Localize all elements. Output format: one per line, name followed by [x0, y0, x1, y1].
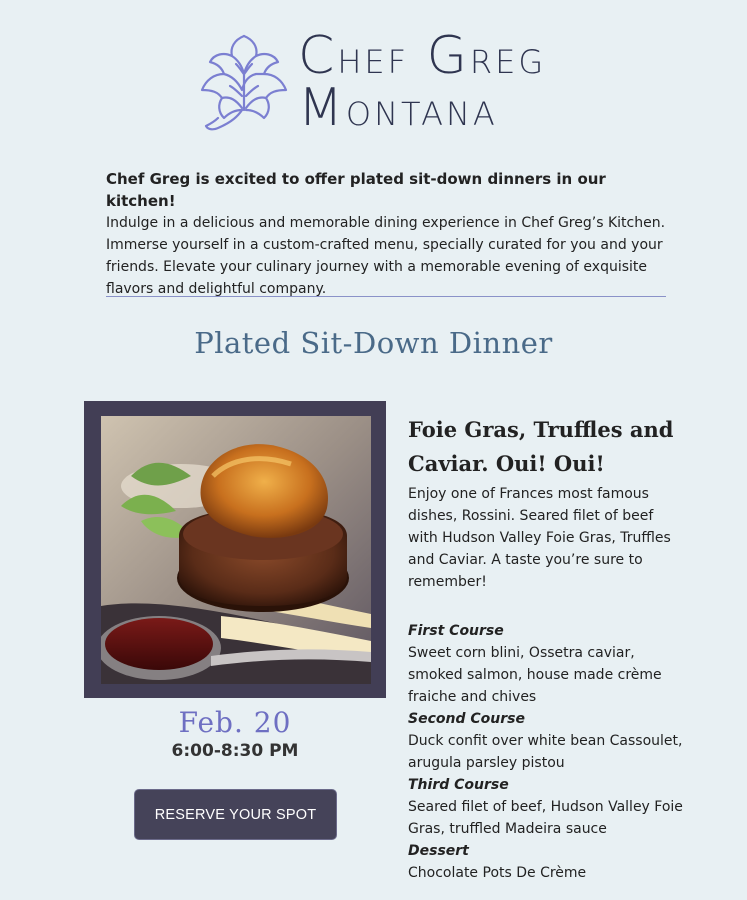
course-items: Seared filet of beef, Hudson Valley Foie Gras, truffled Madeira sauce	[408, 799, 683, 837]
dish-title: Foie Gras, Truffles and Caviar. Oui! Oui!	[408, 417, 674, 476]
event-time: 6:00-8:30 PM	[171, 741, 299, 761]
menu-column	[408, 413, 683, 884]
course-items: Duck confit over white bean Cassoulet, arugula parsley pistou	[408, 733, 683, 771]
course-items: Sweet corn blini, Ossetra caviar, smoked salmon, house made crème fraiche and chives	[408, 645, 662, 705]
brand-wordmark	[298, 26, 547, 138]
artichoke-icon	[196, 30, 292, 132]
course-name: First Course	[408, 623, 504, 639]
reserve-button[interactable]: RESERVE YOUR SPOT	[134, 789, 337, 840]
course-second	[408, 708, 683, 774]
intro-lead: Chef Greg is excited to offer plated sit-down dinners in our kitchen!	[106, 170, 606, 210]
course-items: Chocolate Pots De Crème	[408, 865, 587, 881]
course-third	[408, 774, 683, 840]
dish-photo-frame	[84, 401, 386, 698]
dish-description: Enjoy one of Frances most famous dishes, Rossini. Seared filet of beef with Hudson Valley Foie Gras, Truffles and Caviar. A taste you’re sure to remember!	[408, 486, 671, 590]
course-list	[408, 620, 683, 884]
intro-text	[106, 168, 666, 300]
course-name: Third Course	[408, 777, 509, 793]
course-name: Dessert	[408, 843, 469, 859]
intro-body: Indulge in a delicious and memorable dining experience in Chef Greg’s Kitchen. Immerse yourself in a custom-crafted menu, specially curated for you and your friends. Elevate your culinary journey with a memorable evening of exquisite flavors and delightful company.	[106, 215, 666, 297]
course-name: Second Course	[408, 711, 525, 727]
event-date: Feb. 20	[178, 706, 292, 739]
dish-photo	[101, 416, 371, 684]
brand-name-line2: Montana	[298, 78, 498, 138]
header	[0, 0, 747, 150]
course-dessert	[408, 840, 683, 884]
section-title: Plated Sit-Down Dinner	[194, 326, 553, 360]
course-first	[408, 620, 683, 708]
brand-name-line1: Chef Greg	[298, 26, 547, 86]
divider	[106, 296, 666, 297]
